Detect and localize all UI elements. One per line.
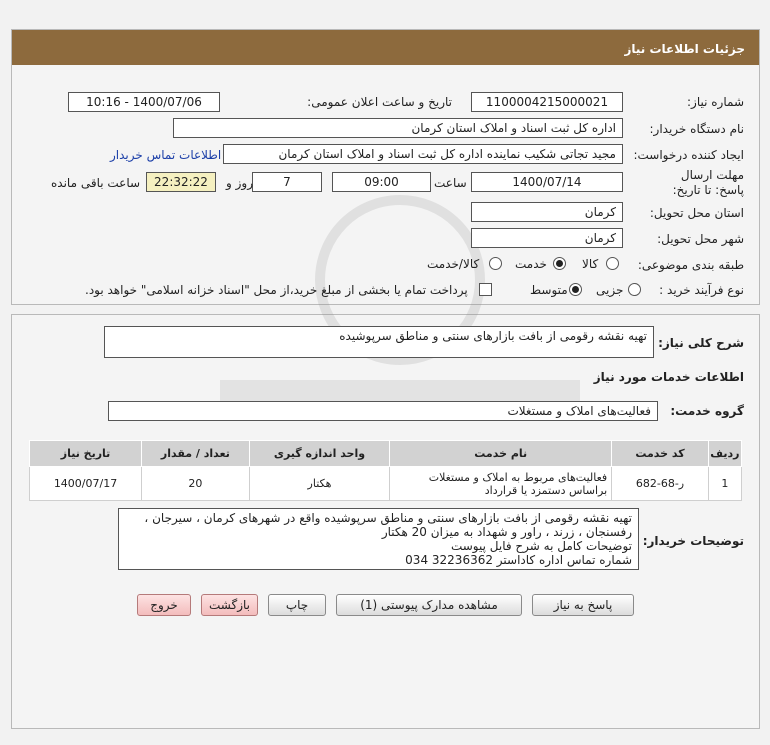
province-label: استان محل تحویل: [649,206,744,220]
buyer-org-label: نام دستگاه خریدار: [649,122,744,136]
need-number-field: 1100004215000021 [471,92,623,112]
days-remaining-field: 7 [252,172,322,192]
buyer-notes-label: توضیحات خریدار: [642,534,744,548]
city-label: شهر محل تحویل: [657,232,744,246]
treasury-payment-checkbox[interactable] [479,283,492,296]
process-radio-minor[interactable] [628,283,641,296]
deadline-label: مهلت ارسال پاسخ: تا تاریخ: [672,168,744,197]
cell-service-code: ر-68-682 [612,467,709,501]
services-table [29,440,742,501]
buyer-notes-field [118,508,639,570]
announce-datetime-field: 1400/07/06 - 10:16 [68,92,220,112]
category-option-service: خدمت [515,257,547,271]
category-label: طبقه بندی موضوعی: [637,258,744,272]
process-radio-medium[interactable] [569,283,582,296]
col-need-date: تاریخ نیاز [30,441,142,467]
col-quantity: تعداد / مقدار [142,441,250,467]
reply-button[interactable]: پاسخ به نیاز [532,594,634,616]
cell-unit: هکتار [249,467,390,501]
city-field: کرمان [471,228,623,248]
buyer-notes-line: شماره تماس اداره کاداستر 32236362 034 [405,553,632,567]
deadline-time-field: 09:00 [332,172,431,192]
print-button[interactable]: چاپ [268,594,326,616]
days-label: روز و [226,176,253,190]
summary-label: شرح کلی نیاز: [658,336,744,350]
process-option-medium: متوسط [530,283,568,297]
category-radio-goods[interactable] [606,257,619,270]
need-number-label: شماره نیاز: [687,95,744,109]
col-row: ردیف [708,441,741,467]
category-option-goods-service: کالا/خدمت [427,257,480,271]
cell-service-name: فعالیت‌های مربوط به املاک و مستغلات براساس دستمزد یا قرارداد [390,467,612,501]
cell-row: 1 [708,467,741,501]
category-radio-goods-service[interactable] [489,257,502,270]
back-button[interactable]: بازگشت [201,594,258,616]
table-row [30,467,742,501]
remaining-time-field: 22:32:22 [146,172,216,192]
buyer-notes-line: توضیحات کامل به شرح فایل پیوست [450,539,632,553]
services-heading: اطلاعات خدمات مورد نیاز [593,370,744,384]
table-header-row [30,441,742,467]
contact-buyer-link[interactable]: اطلاعات تماس خریدار [110,148,222,162]
cell-quantity: 20 [142,467,250,501]
service-group-field: فعالیت‌های املاک و مستغلات [108,401,658,421]
category-radio-service[interactable] [553,257,566,270]
deadline-date-field: 1400/07/14 [471,172,623,192]
col-unit: واحد اندازه گیری [249,441,390,467]
category-option-goods: کالا [582,257,599,271]
creator-label: ایجاد کننده درخواست: [633,148,744,162]
service-group-label: گروه خدمت: [670,404,744,418]
buyer-notes-line: تهیه نقشه رقومی از بافت بازارهای سنتی و مناطق سرپوشیده واقع در شهرهای کرمان ، سیرجان ، [144,511,632,525]
buyer-notes-line: رفسنجان ، زرند ، راور و شهداد به میزان 20 هکتار [381,525,632,539]
remaining-label: ساعت باقی مانده [51,176,141,190]
page-title: جزئیات اطلاعات نیاز [12,30,759,65]
time-label: ساعت [434,176,467,190]
summary-field: تهیه نقشه رقومی از بافت بازارهای سنتی و مناطق سرپوشیده [104,326,654,358]
cell-need-date: 1400/07/17 [30,467,142,501]
process-option-minor: جزیی [596,283,624,297]
view-attachments-button[interactable]: مشاهده مدارک پیوستی (1) [336,594,522,616]
announce-label: تاریخ و ساعت اعلان عمومی: [307,95,452,109]
process-label: نوع فرآیند خرید : [659,283,744,297]
col-service-code: کد خدمت [612,441,709,467]
exit-button[interactable]: خروج [137,594,191,616]
buyer-org-field: اداره کل ثبت اسناد و املاک استان کرمان [173,118,623,138]
col-service-name: نام خدمت [390,441,612,467]
treasury-payment-note: پرداخت تمام یا بخشی از مبلغ خرید،از محل "اسناد خزانه اسلامی" خواهد بود. [85,283,468,297]
creator-field: مجید تجاتی شکیب نماینده اداره کل ثبت اسناد و املاک استان کرمان [223,144,623,164]
province-field: کرمان [471,202,623,222]
